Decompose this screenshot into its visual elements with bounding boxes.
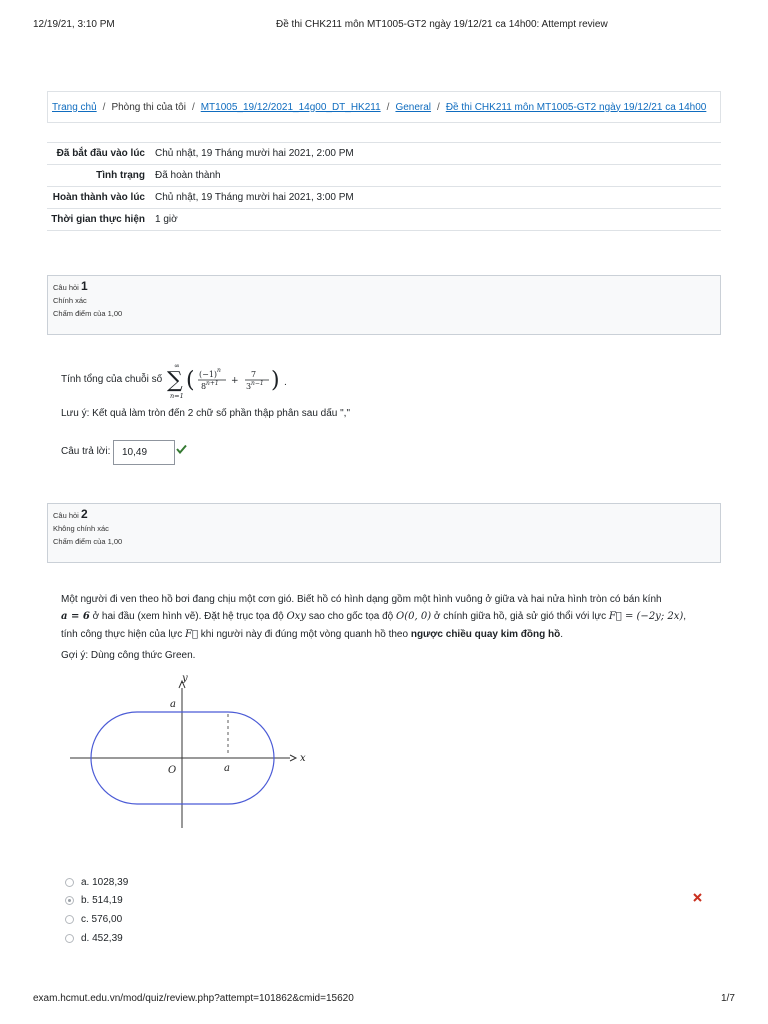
svg-text:n: n xyxy=(217,367,221,374)
svg-text:): ) xyxy=(271,368,280,393)
summary-value: Chủ nhật, 19 Tháng mười hai 2021, 3:00 PM xyxy=(149,187,721,209)
question-state: Chính xác xyxy=(53,296,87,305)
radio-a[interactable] xyxy=(65,878,74,887)
question-1-prompt: Tính tổng của chuỗi số xyxy=(61,374,163,385)
math-origin: O(0, 0) xyxy=(396,611,432,622)
print-datetime: 12/19/21, 3:10 PM xyxy=(33,19,115,30)
breadcrumb-quiz-link[interactable]: Đề thi CHK211 môn MT1005-GT2 ngày 19/12/21 ca 14h00 xyxy=(445,101,707,113)
svg-text:8: 8 xyxy=(201,382,207,391)
breadcrumb-general-link[interactable]: General xyxy=(395,101,432,113)
question-1-info xyxy=(47,275,721,335)
svg-text:∞: ∞ xyxy=(174,362,180,370)
radio-b-selected[interactable] xyxy=(65,896,74,905)
breadcrumb-separator: / xyxy=(437,101,440,113)
answer-input[interactable] xyxy=(113,440,175,465)
math-force: F⃗ xyxy=(185,629,198,640)
print-page-number: 1/7 xyxy=(721,993,735,1004)
summary-value: 1 giờ xyxy=(149,209,721,231)
question-grade: Chấm điểm của 1,00 xyxy=(53,309,123,318)
question-grade: Chấm điểm của 1,00 xyxy=(53,537,123,546)
svg-text:n−1: n−1 xyxy=(251,380,264,387)
breadcrumb-separator: / xyxy=(102,101,106,113)
radio-c[interactable] xyxy=(65,915,74,924)
choice-b[interactable]: b. 514,19 xyxy=(65,895,123,906)
question-label: Câu hỏi xyxy=(53,283,79,292)
question-2-text-line-1: Một người đi ven theo hồ bơi đang chịu một cơn gió. Biết hồ có hình dạng gồm một hình vuông ở giữa và hai nửa hình tròn có bán kính xyxy=(61,594,662,605)
attempt-summary-table xyxy=(47,142,721,231)
print-page-title: Đề thi CHK211 môn MT1005-GT2 ngày 19/12/21 ca 14h00: Attempt review xyxy=(276,19,608,30)
summary-row-duration xyxy=(47,209,721,231)
svg-text:7: 7 xyxy=(251,370,257,379)
series-formula xyxy=(165,356,295,402)
diagram-a-axis-label: a xyxy=(224,763,230,774)
diagram-x-label: x xyxy=(300,753,306,764)
svg-text:n=1: n=1 xyxy=(170,392,184,400)
question-number: 2 xyxy=(80,507,88,521)
choice-c[interactable]: c. 576,00 xyxy=(65,914,122,925)
breadcrumb-my-exams: Phòng thi của tôi xyxy=(111,101,186,113)
math-a-equals-6: a = 6 xyxy=(61,611,90,622)
summary-value: Chủ nhật, 19 Tháng mười hai 2021, 2:00 PM xyxy=(149,143,721,165)
breadcrumb-separator: / xyxy=(191,101,195,113)
svg-text:∑: ∑ xyxy=(167,368,183,393)
svg-text:n+1: n+1 xyxy=(206,380,219,387)
choice-a[interactable]: a. 1028,39 xyxy=(65,877,128,888)
check-icon xyxy=(176,444,187,454)
math-force-vector: F⃗ = (−2y; 2x) xyxy=(608,611,684,622)
svg-text:(−1): (−1) xyxy=(199,370,218,379)
diagram-y-label: y xyxy=(182,673,188,684)
question-state: Không chính xác xyxy=(53,524,109,533)
question-2-hint: Gợi ý: Dùng công thức Green. xyxy=(61,650,196,661)
question-number: 1 xyxy=(80,279,88,293)
question-2-text-line-2: a = 6 ở hai đầu (xem hình vẽ). Đặt hệ trục tọa độ Oxy sao cho gốc tọa độ O(0, 0) ở chính giữa hồ, giả sử gió thổi với lực F⃗ = (−2y; 2x), xyxy=(61,611,687,622)
math-oxy: Oxy xyxy=(286,611,306,622)
svg-text:.: . xyxy=(284,378,287,388)
breadcrumb-separator: / xyxy=(386,101,390,113)
summary-value: Đã hoàn thành xyxy=(149,165,721,187)
summary-row-started xyxy=(47,143,721,165)
svg-text:+: + xyxy=(231,376,239,386)
summary-key: Hoàn thành vào lúc xyxy=(47,187,149,209)
question-1-note: Lưu ý: Kết quả làm tròn đến 2 chữ số phần thập phân sau dấu "," xyxy=(61,408,351,419)
svg-text:3: 3 xyxy=(246,382,252,391)
summary-row-state xyxy=(47,165,721,187)
diagram-a-top-label: a xyxy=(170,699,176,710)
pool-diagram xyxy=(60,668,320,833)
choice-d[interactable]: d. 452,39 xyxy=(65,933,123,944)
radio-d[interactable] xyxy=(65,934,74,943)
breadcrumb-course-link[interactable]: MT1005_19/12/2021_14g00_DT_HK211 xyxy=(200,101,381,113)
diagram-origin-label: O xyxy=(168,765,177,776)
svg-text:(: ( xyxy=(186,368,195,393)
summary-key: Tình trạng xyxy=(47,165,149,187)
question-label: Câu hỏi xyxy=(53,511,79,520)
breadcrumb xyxy=(47,91,721,123)
print-url: exam.hcmut.edu.vn/mod/quiz/review.php?attempt=101862&cmid=15620 xyxy=(33,993,354,1004)
answer-label: Câu trả lời: xyxy=(61,446,111,457)
breadcrumb-home-link[interactable]: Trang chủ xyxy=(52,101,97,113)
cross-icon xyxy=(693,893,702,902)
question-2-text-line-3: tính công thực hiện của lực F⃗ khi người này đi đúng một vòng quanh hồ theo ngược chiều quay kim đồng hồ. xyxy=(61,629,563,640)
question-2-info xyxy=(47,503,721,563)
summary-row-completed xyxy=(47,187,721,209)
summary-key: Thời gian thực hiện xyxy=(47,209,149,231)
summary-key: Đã bắt đầu vào lúc xyxy=(47,143,149,165)
